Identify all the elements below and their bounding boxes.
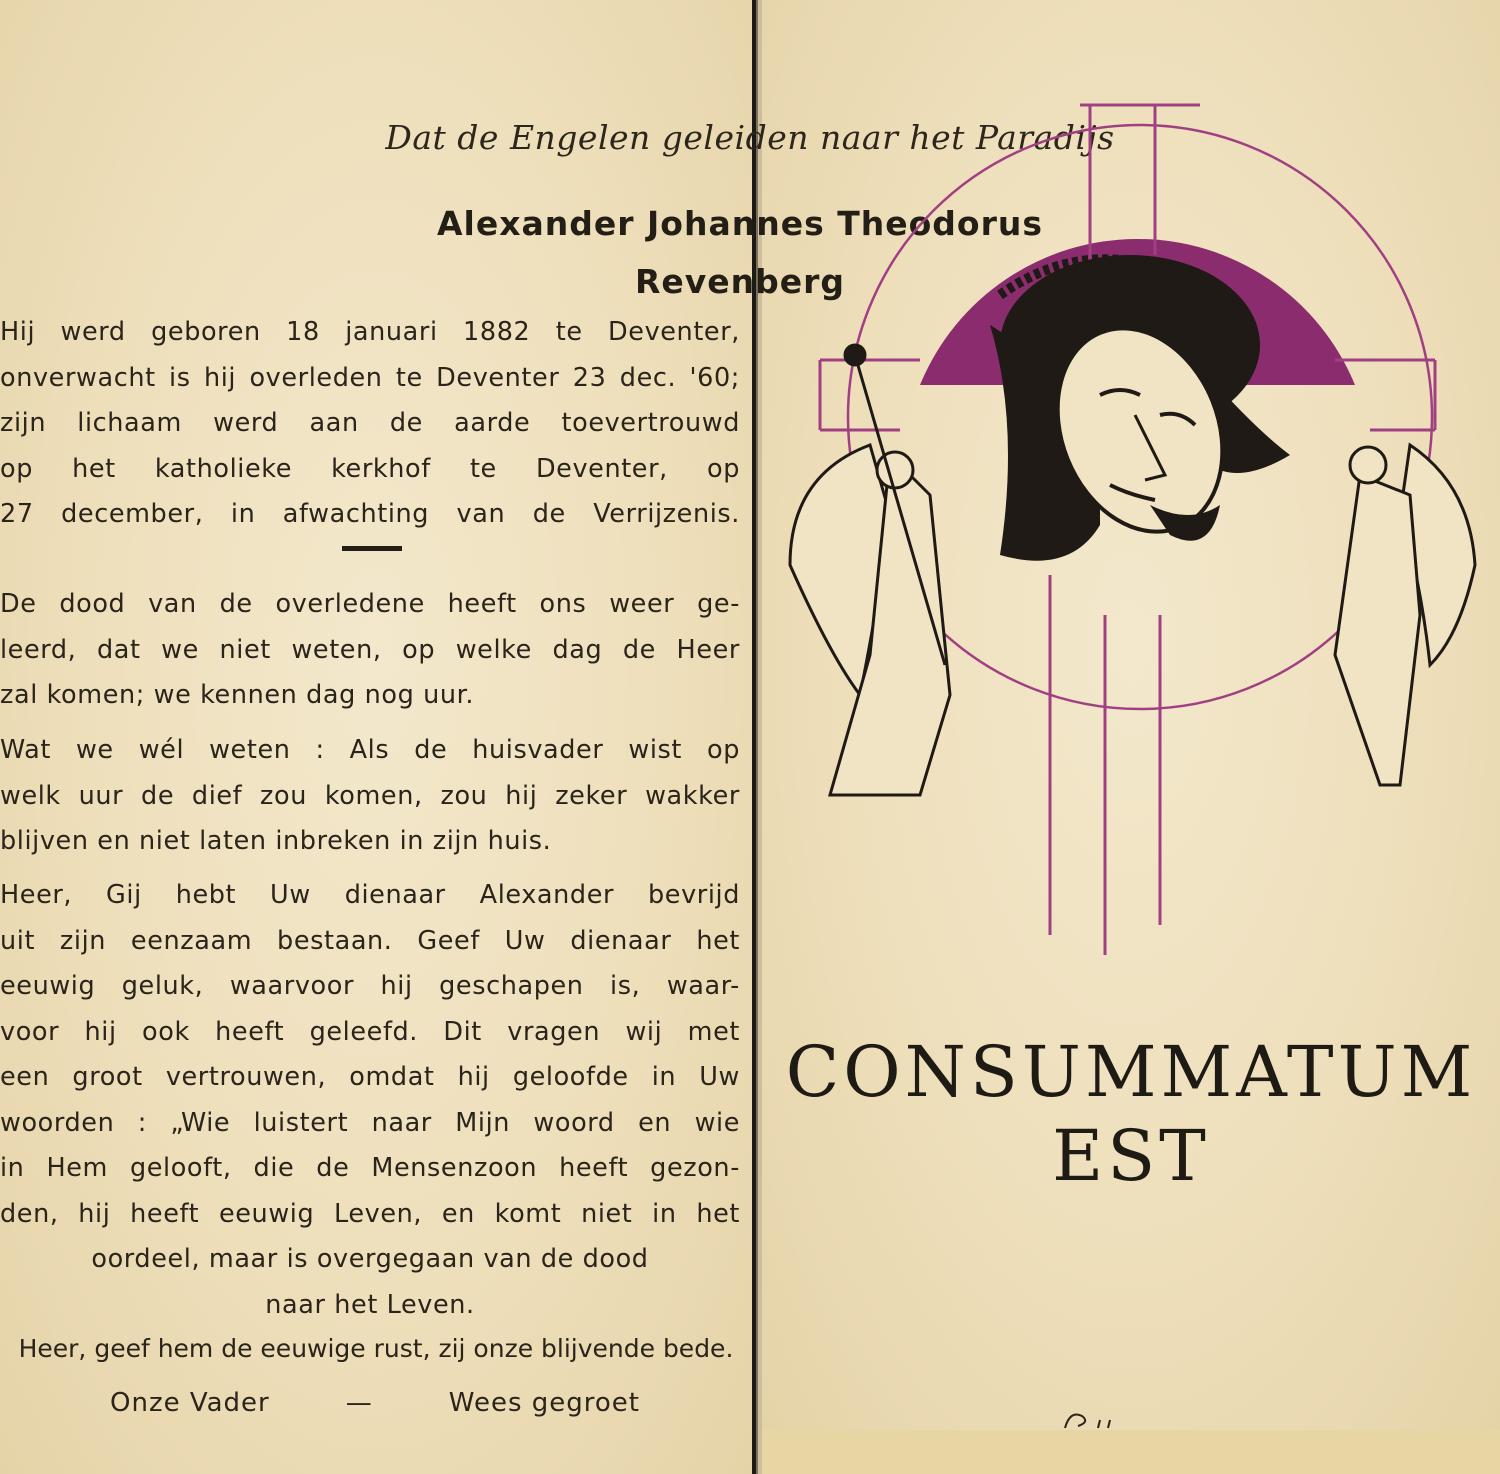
prayer-line: voor hij ook heeft geleefd. Dit vragen wij met (0, 1016, 740, 1047)
prayer-line: naar het Leven. (265, 1289, 475, 1320)
bio-line: op het katholieke kerkhof te Deventer, op (0, 453, 740, 484)
printer-mark-icon (1060, 1408, 1120, 1430)
bio-line: zijn lichaam werd aan de aarde toevertrouwd (0, 408, 740, 438)
name-line-1: Alexander Johannes Theodorus (436, 204, 1043, 243)
prayer-line: eeuwig geluk, waarvoor hij geschapen is, waar- (0, 971, 740, 1001)
heading-text: Dat de Engelen geleiden naar het Paradijs (385, 118, 1115, 157)
gospel-line: welk uur de dief zou komen, zou hij zeker wakker (0, 780, 740, 811)
biography-paragraph (0, 310, 740, 538)
motto-line-2: EST (1052, 1115, 1210, 1197)
motto-text (762, 1030, 1500, 1198)
card-edge-strip (762, 1430, 1500, 1474)
section-divider (342, 546, 402, 551)
reflection-paragraph (0, 582, 740, 719)
crucifix-illustration (770, 95, 1490, 995)
reflection-line: zal komen; we kennen dag nog uur. (0, 680, 475, 710)
left-angel-icon (790, 345, 950, 795)
right-angel-icon (1335, 445, 1475, 785)
prayer-line: uit zijn eenzaam bestaan. Geef Uw dienaar het (0, 925, 740, 956)
prayer-line: in Hem gelooft, die de Mensenzoon heeft gezon- (0, 1153, 740, 1183)
gospel-line: blijven en niet laten inbreken in zijn huis. (0, 826, 552, 856)
motto-line-1: CONSUMMATUM (785, 1031, 1477, 1113)
gospel-paragraph (0, 728, 740, 865)
closing-prayer-right: Wees gegroet (448, 1388, 640, 1418)
reflection-line: leerd, dat we niet weten, op welke dag de Heer (0, 634, 740, 665)
prayer-line: den, hij heeft eeuwig Leven, en komt niet in het (0, 1198, 740, 1229)
reflection-line: De dood van de overledene heeft ons weer ge- (0, 589, 740, 619)
prayer-line: een groot vertrouwen, omdat hij geloofde in Uw (0, 1062, 740, 1092)
prayer-line: Heer, Gij hebt Uw dienaar Alexander bevrijd (0, 880, 740, 910)
closing-prayers (110, 1388, 640, 1418)
bio-line: onverwacht is hij overleden te Deventer 23 dec. '60; (0, 362, 740, 393)
prayer-line: oordeel, maar is overgegaan van de dood (91, 1244, 649, 1274)
gospel-line: Wat we wél weten : Als de huisvader wist op (0, 735, 740, 765)
name-line-2: Revenberg (634, 262, 846, 301)
eternal-rest-prayer: Heer, geef hem de eeuwige rust, zij onze blijvende bede. (18, 1334, 734, 1363)
prayer-paragraph (0, 873, 740, 1328)
bio-line: Hij werd geboren 18 januari 1882 te Deventer, (0, 317, 740, 347)
closing-prayer-left: Onze Vader (110, 1388, 270, 1418)
bio-line: 27 december, in afwachting van de Verrijzenis. (0, 499, 740, 529)
prayer-line: woorden : „Wie luistert naar Mijn woord en wie (0, 1107, 740, 1138)
closing-dash: — (345, 1388, 373, 1418)
